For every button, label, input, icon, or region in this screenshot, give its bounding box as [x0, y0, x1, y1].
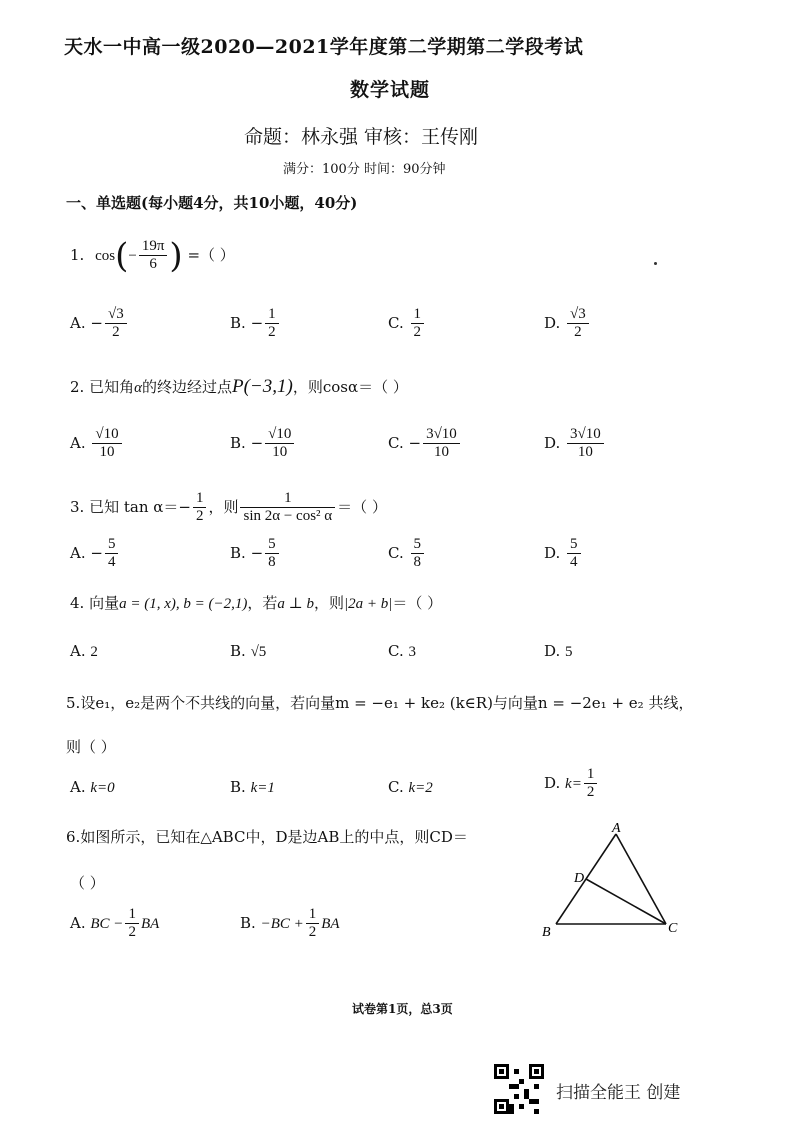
question-text: 已知角: [89, 378, 135, 396]
fraction-denominator: 10: [423, 443, 460, 461]
question-text: 设e₁，e₂是两个不共线的向量，若向量m = −e₁ + ke₂ (k∈R)与向量n = −2e₁ + e₂ 共线，: [80, 694, 694, 712]
fraction-numerator: 1: [195, 490, 204, 506]
option-label: D.: [544, 642, 561, 660]
q2-option-d: [544, 426, 606, 462]
fraction-denominator: 4: [105, 553, 119, 571]
question-number: 6.: [66, 828, 81, 846]
q3-option-c: [388, 536, 426, 572]
fraction-numerator: 5: [570, 536, 578, 552]
q5-option-b: [230, 778, 275, 797]
fraction-denominator: 2: [193, 507, 207, 525]
question-3: [70, 490, 387, 526]
q2-option-c: [388, 426, 462, 462]
option-fraction: [411, 306, 425, 342]
fraction-numerator: √3: [570, 306, 586, 322]
exam-info: 满分：100分 时间：90分钟: [283, 162, 446, 177]
answer-blank: ＝（ ）: [392, 594, 443, 612]
question-text: 如图所示，已知在△ABC中，D是边AB上的中点，则CD＝: [80, 828, 468, 846]
fraction-denominator: 10: [567, 443, 604, 461]
option-label: D.: [544, 433, 561, 452]
question-6-line-2: （ ）: [70, 874, 105, 892]
option-label: A.: [70, 543, 86, 562]
question-text: ，则: [208, 497, 239, 516]
option-label: C.: [388, 778, 404, 796]
fraction-denominator: sin 2α − cos² α: [240, 507, 335, 525]
fraction-denominator: 4: [567, 553, 581, 571]
question-4: [70, 592, 442, 613]
vertex-label-c: C: [668, 921, 678, 936]
option-label: B.: [230, 543, 246, 562]
option-fraction: [306, 906, 320, 942]
option-value: k=2: [408, 780, 433, 796]
q5-option-a: [70, 778, 115, 797]
option-label: C.: [388, 642, 404, 660]
vector-definition: a = (1, x), b = (−2,1): [119, 596, 248, 612]
question-text: 已知 tan α＝−: [89, 497, 191, 516]
fraction-numerator: 3√10: [426, 426, 457, 442]
option-sign: −: [250, 433, 264, 452]
option-value: 2: [90, 644, 98, 660]
option-fraction: [265, 306, 279, 342]
option-value: 3: [408, 644, 416, 660]
option-label: C.: [388, 433, 404, 452]
tan-fraction: [193, 490, 207, 526]
option-expression: BA: [140, 915, 160, 932]
angle-fraction: [139, 238, 168, 274]
option-expression: BC −: [90, 915, 124, 932]
fraction-numerator: 1: [284, 490, 292, 506]
subject-title: 数学试题: [350, 79, 431, 101]
question-number: 4.: [70, 594, 85, 612]
triangle-figure: [536, 822, 686, 942]
question-text: 的终边经过点: [141, 378, 232, 396]
option-fraction: [423, 426, 460, 462]
fraction-numerator: 1: [268, 306, 276, 322]
alpha-symbol: α: [134, 380, 142, 396]
option-value: 5: [565, 644, 573, 660]
question-number: 2.: [70, 378, 85, 396]
option-label: A.: [70, 433, 86, 452]
question-number: 1.: [70, 245, 85, 264]
question-text: 向量: [89, 594, 120, 612]
question-1: [70, 235, 235, 276]
option-label: B.: [230, 642, 246, 660]
option-fraction: [265, 536, 279, 572]
fraction-numerator: 3√10: [570, 426, 601, 442]
q4-option-b: [230, 642, 266, 661]
q1-option-c: [388, 306, 426, 342]
section-heading: 一、单选题(每小题4分，共10小题，40分): [66, 194, 358, 212]
q2-option-a: [70, 426, 124, 462]
option-fraction: [567, 536, 581, 572]
fraction-numerator: 5: [107, 536, 116, 552]
question-number: 3.: [70, 497, 85, 516]
fraction-denominator: 2: [306, 923, 320, 941]
option-label: B.: [230, 778, 246, 796]
option-fraction: [105, 536, 119, 572]
option-sign: −: [408, 433, 422, 452]
fraction-denominator: 8: [265, 553, 279, 571]
vertex-label-b: B: [542, 925, 551, 940]
scan-speck: [654, 262, 657, 265]
question-6: [66, 826, 468, 847]
option-label: B.: [230, 313, 246, 332]
fraction-numerator: √10: [95, 426, 119, 442]
question-text: ，若: [247, 594, 278, 612]
q3-option-b: [230, 536, 281, 572]
fraction-denominator: 6: [139, 255, 168, 273]
fraction-numerator: √3: [107, 306, 124, 322]
fraction-denominator: 2: [125, 923, 139, 941]
expression-fraction: [240, 490, 335, 526]
perpendicular-condition: a ⊥ b: [277, 596, 314, 612]
q5-option-d: [544, 766, 599, 802]
fraction-numerator: 1: [308, 906, 317, 922]
option-sign: −: [90, 543, 103, 562]
q4-option-a: [70, 642, 98, 661]
minus-sign: −: [128, 247, 137, 264]
answer-blank: =（ ）: [187, 245, 235, 264]
fraction-denominator: 2: [105, 323, 127, 341]
option-fraction: [567, 306, 589, 342]
fraction-numerator: √10: [268, 426, 292, 442]
option-value: √5: [250, 644, 267, 660]
option-fraction: [411, 536, 425, 572]
point-p: P(−3,1): [232, 376, 293, 397]
option-fraction: [125, 906, 139, 942]
fraction-numerator: 19π: [141, 238, 165, 254]
left-paren: (: [115, 235, 129, 276]
option-value: k=: [565, 775, 582, 792]
option-label: C.: [388, 313, 404, 332]
question-5-line-2: 则（ ）: [66, 738, 116, 756]
question-number: 5.: [66, 694, 81, 712]
answer-blank: ，则cosα＝（ ）: [292, 378, 408, 396]
option-fraction: [265, 426, 294, 462]
fraction-denominator: 8: [411, 553, 425, 571]
fraction-numerator: 1: [128, 906, 136, 922]
option-label: D.: [544, 313, 561, 332]
q6-option-a: [70, 906, 159, 942]
question-text: ，则: [314, 594, 345, 612]
scanner-watermark: 扫描全能王 创建: [556, 1083, 681, 1103]
option-label: A.: [70, 913, 86, 932]
q5-option-c: [388, 778, 433, 797]
fraction-denominator: 2: [411, 323, 425, 341]
fraction-denominator: 2: [584, 783, 598, 801]
q1-option-a: [70, 306, 129, 342]
option-sign: −: [250, 543, 264, 562]
fraction-numerator: 5: [268, 536, 276, 552]
right-paren: ): [169, 235, 183, 276]
option-label: C.: [388, 543, 404, 562]
question-2: [70, 376, 408, 398]
option-value: k=1: [250, 780, 275, 796]
cos-function: cos: [95, 247, 116, 264]
option-sign: −: [250, 313, 264, 332]
qr-code-icon: [494, 1064, 544, 1114]
fraction-numerator: 1: [586, 766, 595, 782]
q2-option-b: [230, 426, 296, 462]
vector-magnitude: |2a + b|: [344, 596, 393, 612]
option-label: A.: [70, 642, 86, 660]
fraction-denominator: 2: [567, 323, 589, 341]
option-expression: BA: [321, 915, 340, 932]
option-label: D.: [544, 773, 561, 792]
vertex-label-d: D: [574, 871, 585, 886]
option-fraction: [105, 306, 127, 342]
vertex-label-a: A: [612, 822, 621, 836]
option-label: D.: [544, 543, 561, 562]
option-label: A.: [70, 778, 86, 796]
option-label: B.: [240, 913, 256, 932]
q6-option-b: [240, 906, 340, 942]
fraction-numerator: 5: [413, 536, 421, 552]
option-fraction: [567, 426, 604, 462]
q3-option-d: [544, 536, 583, 572]
authors-line: 命题：林永强 审核：王传刚: [244, 126, 479, 148]
fraction-denominator: 10: [265, 443, 294, 461]
option-label: B.: [230, 433, 246, 452]
q1-option-b: [230, 306, 281, 342]
fraction-numerator: 1: [413, 306, 421, 322]
exam-title: 天水一中高一级2020—2021学年度第二学期第二学段考试: [64, 36, 584, 58]
option-expression: −BC +: [260, 915, 304, 932]
q4-option-c: [388, 642, 416, 661]
fraction-denominator: 2: [265, 323, 279, 341]
q4-option-d: [544, 642, 573, 661]
q3-option-a: [70, 536, 120, 572]
option-label: A.: [70, 313, 86, 332]
answer-blank: ＝（ ）: [337, 497, 387, 516]
page-footer: 试卷第1页，总3页: [352, 1002, 453, 1016]
question-5: [66, 692, 693, 713]
option-value: k=0: [90, 780, 115, 796]
q1-option-d: [544, 306, 591, 342]
fraction-denominator: 10: [92, 443, 121, 461]
option-sign: −: [90, 313, 103, 332]
option-fraction: [92, 426, 121, 462]
option-fraction: [584, 766, 598, 802]
